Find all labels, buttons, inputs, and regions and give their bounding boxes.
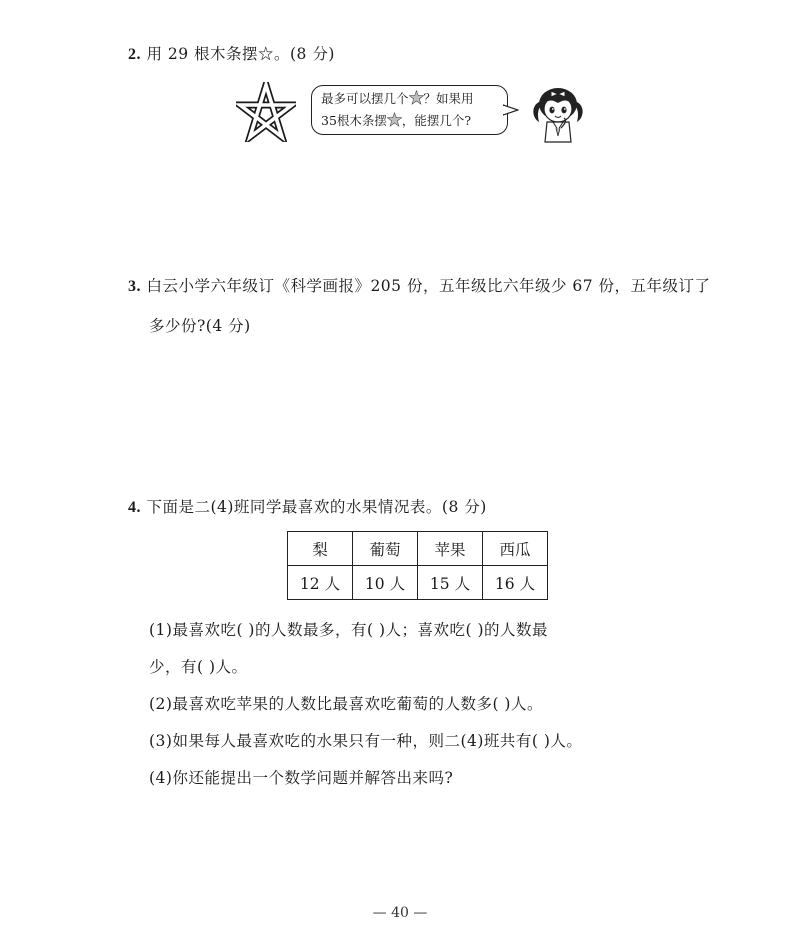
bubble-text: ？如果用 — [423, 91, 474, 106]
sub-question-1-line-1: (1)最喜欢吃( )的人数最多，有( )人；喜欢吃( )的人数最 — [149, 621, 549, 639]
sub-question-3: (3)如果每人最喜欢吃的水果只有一种，则二(4)班共有( )人。 — [149, 732, 583, 750]
girl-cartoon-icon — [527, 84, 591, 146]
table-header-row — [288, 532, 548, 566]
bubble-line-1 — [321, 88, 474, 110]
star-icon — [387, 112, 402, 127]
question-text-line-1: 白云小学六年级订《科学画报》205 份，五年级比六年级少 67 份，五年级订了 — [146, 277, 711, 295]
question-2 — [128, 42, 335, 64]
bubble-text: ，能摆几个? — [401, 113, 472, 128]
star-icon — [409, 90, 424, 105]
speech-bubble — [311, 85, 508, 135]
sub-question-2: (2)最喜欢吃苹果的人数比最喜欢吃葡萄的人数多( )人。 — [149, 695, 543, 713]
table-header-cell: 梨 — [288, 532, 353, 566]
table-header-cell: 葡萄 — [353, 532, 418, 566]
table-cell: 16 人 — [483, 566, 548, 600]
sub-question-4: (4)你还能提出一个数学问题并解答出来吗? — [149, 769, 454, 787]
question-3-line-2: 多少份?(4 分) — [149, 317, 251, 335]
question-3 — [128, 274, 711, 296]
table-cell: 15 人 — [418, 566, 483, 600]
table-header-cell: 苹果 — [418, 532, 483, 566]
question-4 — [128, 495, 487, 517]
question-number: 2. — [128, 46, 141, 63]
table-cell: 12 人 — [288, 566, 353, 600]
table-row — [288, 566, 548, 600]
sub-question-1-line-2: 少，有( )人。 — [149, 658, 248, 676]
bubble-text: 35根木条摆 — [321, 113, 387, 128]
question-text: 下面是二(4)班同学最喜欢的水果情况表。(8 分) — [146, 498, 487, 516]
bubble-tail — [503, 104, 519, 118]
question-number: 4. — [128, 499, 141, 516]
bubble-line-2 — [321, 110, 471, 132]
bubble-text: 最多可以摆几个 — [321, 91, 409, 106]
page-number: — 40 — — [372, 905, 428, 921]
stick-star-icon — [236, 82, 296, 142]
fruit-table — [287, 531, 548, 600]
question-number: 3. — [128, 278, 141, 295]
table-cell: 10 人 — [353, 566, 418, 600]
table-header-cell: 西瓜 — [483, 532, 548, 566]
question-text: 用 29 根木条摆☆。(8 分) — [146, 45, 335, 63]
